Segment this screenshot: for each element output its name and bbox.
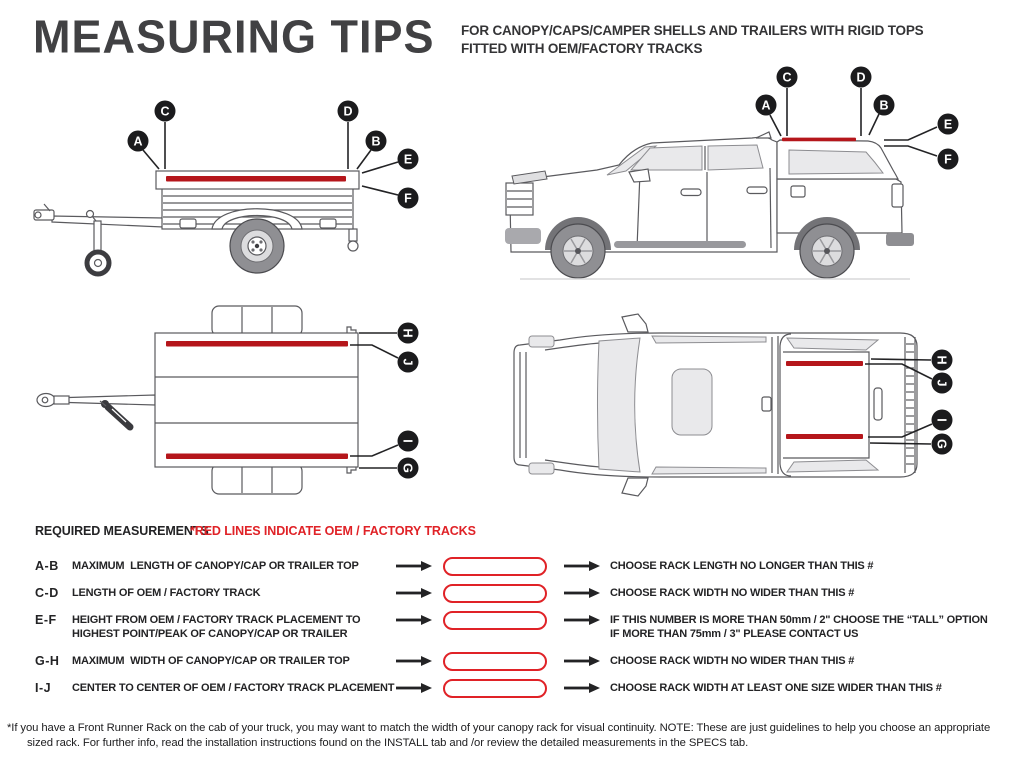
point-label-j — [398, 352, 419, 373]
point-label-i — [932, 410, 953, 431]
arrow-right-icon — [396, 683, 432, 693]
arrow-right-icon — [564, 683, 600, 693]
point-label-g — [932, 434, 953, 455]
arrow-right-icon — [396, 615, 432, 625]
svg-text:F: F — [944, 152, 952, 167]
measurement-instruction: CHOOSE RACK WIDTH AT LEAST ONE SIZE WIDER THAN THIS # — [610, 682, 942, 694]
required-measurements-label: REQUIRED MEASUREMENTS — [35, 524, 209, 538]
point-label-c — [777, 67, 798, 88]
page-title: MEASURING TIPS — [33, 10, 435, 64]
measurement-instruction: IF THIS NUMBER IS MORE THAN 50mm / 2" CHOOSE THE “TALL” OPTION IF MORE THAN 75mm / 3" PLEASE CONTACT US — [610, 614, 988, 640]
measurement-description: LENGTH OF OEM / FACTORY TRACK — [72, 587, 261, 599]
measurement-fill-in-box — [443, 679, 547, 698]
trailer-side-view-drawing — [34, 171, 359, 274]
measurement-fill-in-box — [443, 611, 547, 630]
subtitle-line-1: FOR CANOPY/CAPS/CAMPER SHELLS AND TRAILERS WITH RIGID TOPS — [461, 23, 924, 38]
measurement-instruction: CHOOSE RACK LENGTH NO LONGER THAN THIS # — [610, 560, 874, 572]
svg-text:D: D — [856, 70, 866, 85]
measurement-fill-in-box — [443, 584, 547, 603]
point-label-i — [398, 431, 419, 452]
svg-text:A: A — [761, 98, 771, 113]
svg-text:F: F — [404, 191, 412, 206]
measurement-fill-in-box — [443, 557, 547, 576]
svg-text:C: C — [782, 70, 792, 85]
point-label-d — [851, 67, 872, 88]
arrow-right-icon — [564, 656, 600, 666]
svg-text:I: I — [934, 418, 949, 422]
point-label-f — [938, 149, 959, 170]
svg-text:I: I — [400, 439, 415, 443]
subtitle-line-2: FITTED WITH OEM/FACTORY TRACKS — [461, 41, 703, 56]
point-label-a — [756, 95, 777, 116]
measurement-row-i-j — [0, 681, 1024, 711]
measurement-id: I-J — [35, 681, 52, 695]
svg-text:G: G — [400, 463, 415, 473]
arrow-right-icon — [396, 588, 432, 598]
svg-text:B: B — [879, 98, 889, 113]
measurement-description: MAXIMUM LENGTH OF CANOPY/CAP OR TRAILER TOP — [72, 560, 359, 572]
point-label-a — [128, 131, 149, 152]
measurement-instruction: CHOOSE RACK WIDTH NO WIDER THAN THIS # — [610, 587, 855, 599]
arrow-right-icon — [564, 561, 600, 571]
measurement-id: C-D — [35, 586, 59, 600]
svg-text:B: B — [371, 134, 381, 149]
footnote-line-1: *If you have a Front Runner Rack on the cab of your truck, you may want to match the width of your canopy rack for visual continuity. NOTE: These are just guidelines to help you choose an appropriate — [7, 722, 991, 734]
trailer-top-view-drawing — [37, 306, 358, 494]
point-label-e — [938, 114, 959, 135]
point-label-b — [366, 131, 387, 152]
footnote — [7, 721, 1019, 750]
truck-side-view-drawing — [505, 132, 914, 279]
svg-text:G: G — [934, 439, 949, 449]
footnote-line-2: sized rack. For further info, read the installation instructions found on the INSTALL tab and /or review the detailed measurements in the SPECS tab. — [27, 736, 749, 749]
measurement-instruction: CHOOSE RACK WIDTH NO WIDER THAN THIS # — [610, 655, 855, 667]
svg-text:J: J — [400, 358, 415, 366]
measurement-fill-in-box — [443, 652, 547, 671]
truck-top-view-drawing — [514, 314, 917, 496]
point-label-g — [398, 458, 419, 479]
red-lines-note: *RED LINES INDICATE OEM / FACTORY TRACKS — [190, 524, 476, 538]
point-label-d — [338, 101, 359, 122]
point-label-j — [932, 373, 953, 394]
arrow-right-icon — [396, 561, 432, 571]
point-label-e — [398, 149, 419, 170]
svg-text:E: E — [943, 117, 953, 132]
arrow-right-icon — [564, 615, 600, 625]
point-label-h — [932, 350, 953, 371]
point-label-f — [398, 188, 419, 209]
measurement-id: E-F — [35, 613, 57, 627]
arrow-right-icon — [396, 656, 432, 666]
measurement-description: CENTER TO CENTER OF OEM / FACTORY TRACK PLACEMENT — [72, 682, 395, 694]
point-label-c — [155, 101, 176, 122]
svg-text:H: H — [934, 355, 949, 365]
measurement-id: G-H — [35, 654, 60, 668]
point-label-b — [874, 95, 895, 116]
svg-text:H: H — [400, 328, 415, 338]
svg-text:J: J — [934, 379, 949, 387]
arrow-right-icon — [564, 588, 600, 598]
svg-text:E: E — [403, 152, 413, 167]
measurement-row-e-f — [0, 613, 1024, 643]
svg-text:D: D — [343, 104, 353, 119]
measurement-description: MAXIMUM WIDTH OF CANOPY/CAP OR TRAILER TOP — [72, 655, 350, 667]
measurement-description: HEIGHT FROM OEM / FACTORY TRACK PLACEMENT TO HIGHEST POINT/PEAK OF CANOPY/CAP OR TRAILER — [72, 614, 361, 640]
svg-text:A: A — [133, 134, 143, 149]
trailer-top-view-labels — [350, 323, 419, 479]
svg-text:C: C — [160, 104, 170, 119]
point-label-h — [398, 323, 419, 344]
measurement-id: A-B — [35, 559, 59, 573]
